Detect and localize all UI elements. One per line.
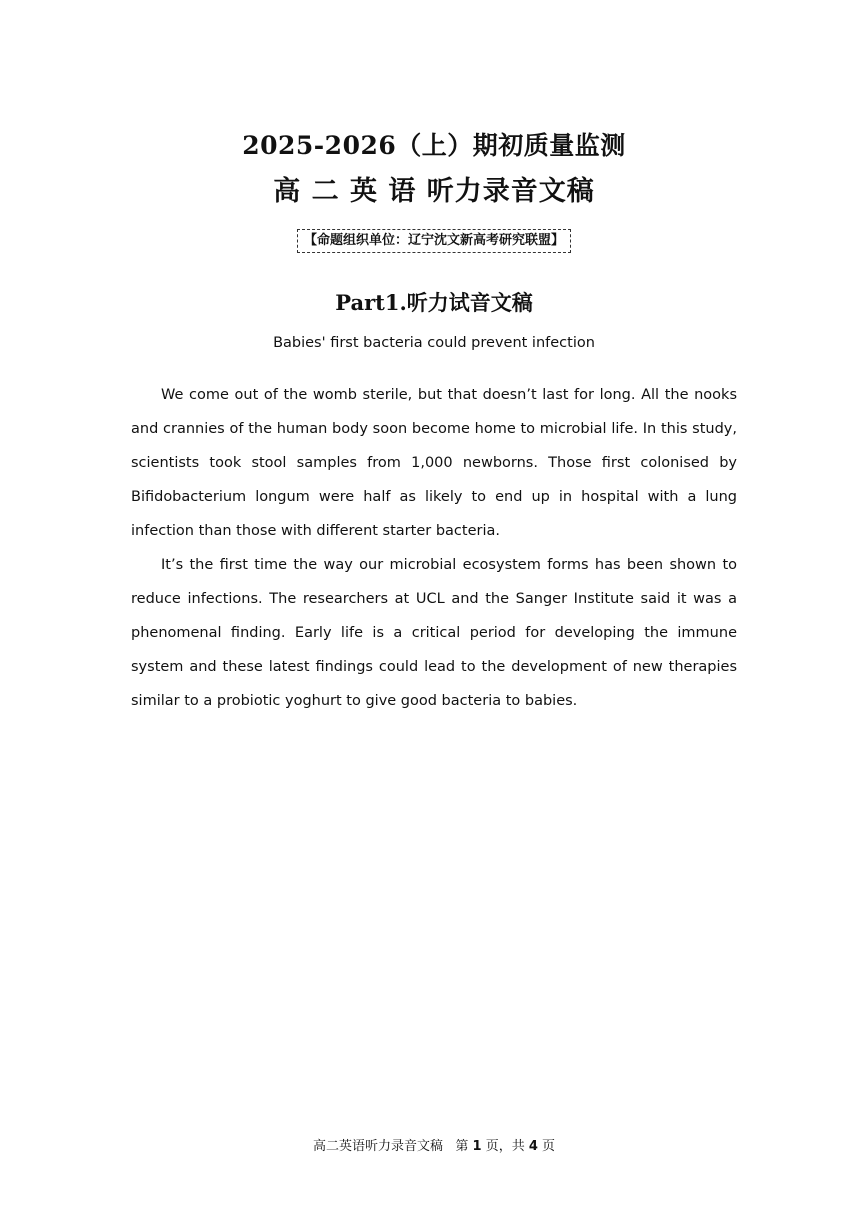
paragraph-2: It’s the first time the way our microbial ecosystem forms has been shown to reduce infections. The researchers at UCL and the Sanger Institute said it was a phenomenal finding. Early life is a critical period for developing the immune system and these latest findings could lead to the development of new therapies similar to a probiotic yoghurt to give good bacteria to babies. [131,557,737,709]
footer-page-prefix: 第 [455,1139,469,1154]
paragraph-1: We come out of the womb sterile, but that doesn’t last for long. All the nooks and crannies of the human body soon become home to microbial life. In this study, scientists took stool samples from 1,000 newborns. Those first colonised by Bifidobacterium longum were half as likely to end up in hospital with a lung infection than those with different starter bacteria. [131,387,737,539]
passage-body [131,378,737,718]
part-heading: Part1.听力试音文稿 [335,290,533,315]
organizer-wrapper [0,229,868,253]
footer-page-current: 1 [472,1139,482,1154]
footer-page-mid: 页，共 [485,1139,525,1154]
footer-page-suffix: 页 [542,1139,556,1154]
passage-title: Babies' first bacteria could prevent infection [273,335,595,351]
footer-page-total: 4 [528,1139,538,1154]
organizer-label: 【命题组织单位：辽宁沈文新高考研究联盟】 [297,229,571,253]
exam-title: 2025-2026（上）期初质量监测 [242,131,626,160]
page-footer [0,1137,868,1157]
document-title: 高 二 英 语 听力录音文稿 [273,176,595,207]
footer-doc-name: 高二英语听力录音文稿 [312,1139,443,1154]
